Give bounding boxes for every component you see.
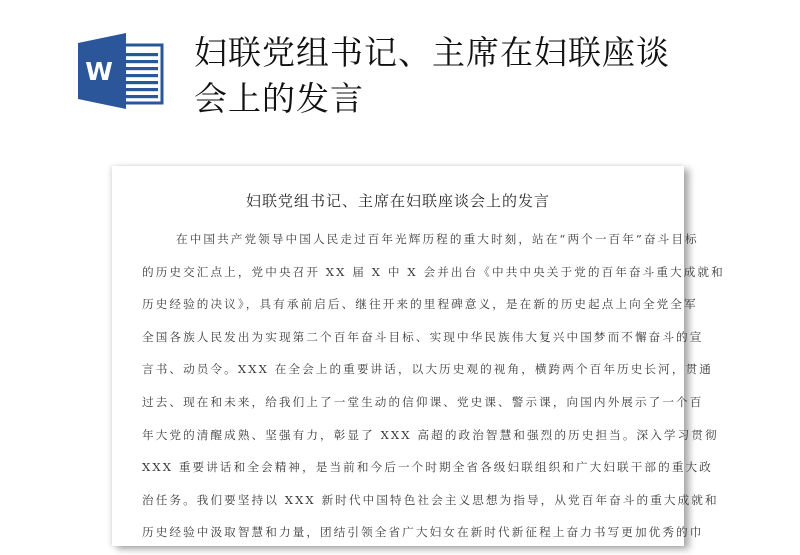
paragraph-line: 言书、动员令。XXX 在全会上的重要讲话，以大历史观的视角，横跨两个百年历史长河，贯通	[142, 362, 713, 377]
paragraph-line: 历史经验的决议》，具有承前启后、继往开来的里程碑意义，是在新的历史起点上向全党全军	[142, 297, 698, 312]
paragraph-line: 全国各族人民发出为实现第二个百年奋斗目标、实现中华民族伟大复兴中国梦而不懈奋斗的宣	[142, 329, 704, 344]
paragraph-line: 治任务。我们要坚持以 XXX 新时代中国特色社会主义思想为指导，从党百年奋斗的重大成就和	[142, 492, 719, 507]
headline-line-2: 会上的发言	[194, 79, 364, 118]
headline	[194, 30, 734, 122]
paragraph-line: 的历史交汇点上，党中央召开 XX 届 X 中 X 会并出台《中共中央关于党的百年奋斗重大成就和	[142, 264, 725, 279]
preview-header	[0, 0, 800, 140]
headline-line-1: 妇联党组书记、主席在妇联座谈	[194, 33, 670, 72]
document-body	[142, 229, 725, 555]
document-page	[112, 166, 725, 546]
paragraph-line: 历史经验中汲取智慧和力量，团结引领全省广大妇女在新时代新征程上奋力书写更加优秀的巾	[142, 525, 704, 540]
word-document-icon	[76, 33, 166, 109]
paragraph-line: XXX 重要讲话和全会精神，是当前和今后一个时期全省各级妇联组织和广大妇联干部的重大政	[142, 460, 713, 475]
paragraph-line: 在中国共产党领导中国人民走过百年光辉历程的重大时刻，站在“两个一百年”奋斗目标	[176, 232, 699, 246]
svg-text:W: W	[85, 57, 113, 86]
document-title: 妇联党组书记、主席在妇联座谈会上的发言	[245, 192, 550, 210]
paragraph-line: 年大党的清醒成熟、坚强有力，彰显了 XXX 高超的政治智慧和强烈的历史担当。深入学习贯彻	[142, 427, 719, 442]
paragraph-line: 过去、现在和未来，给我们上了一堂生动的信仰课、党史课、警示课，向国内外展示了一个百	[142, 394, 704, 409]
